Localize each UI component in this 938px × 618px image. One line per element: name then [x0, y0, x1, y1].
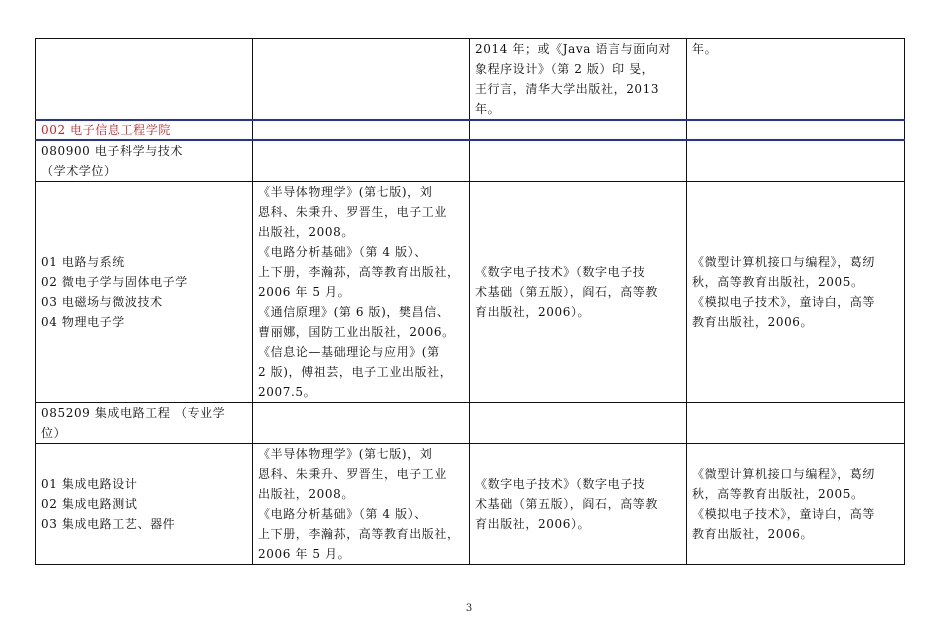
major-name: 080900 电子科学与技术 （学术学位） — [36, 140, 253, 182]
table-cell — [470, 120, 687, 140]
table-cell — [687, 403, 905, 444]
table-cell — [470, 403, 687, 444]
references-3: 《微型计算机接口与编程》，葛纫 秋，高等教育出版社，2005。 《模拟电子技术》，童诗白，高等 教育出版社，2006。 — [687, 444, 905, 565]
table-cell — [687, 120, 905, 140]
table-row — [36, 140, 905, 182]
major-name: 085209 集成电路工程 （专业学 位） — [36, 403, 253, 444]
table-row — [36, 403, 905, 444]
references-1: 《半导体物理学》(第七版)，刘 恩科、朱秉升、罗晋生，电子工业 出版社，2008。 《电路分析基础》（第 4 版）、 上下册，李瀚荪，高等教育出版社， 2006 年 5 月。 《通信原理》(第 6 版)，樊昌信、 曹丽娜，国防工业出版社，2006。 《信息论—基础理论与应用》(第 2 版)，傅祖芸，电子工业出版社， 2007.5。 — [253, 182, 470, 403]
references-2: 《数字电子技术》（数字电子技 术基础（第五版），阎石，高等教 育出版社，2006）。 — [470, 444, 687, 565]
references-2: 《数字电子技术》（数字电子技 术基础（第五版），阎石，高等教 育出版社，2006）。 — [470, 182, 687, 403]
table-cell: 年。 — [687, 39, 905, 121]
table-cell — [687, 140, 905, 182]
table-cell — [470, 140, 687, 182]
subject-table — [35, 38, 905, 565]
research-directions: 01 集成电路设计 02 集成电路测试 03 集成电路工艺、器件 — [36, 444, 253, 565]
table-row — [36, 182, 905, 403]
table-row — [36, 39, 905, 121]
table-cell — [36, 39, 253, 121]
table-cell — [253, 403, 470, 444]
references-3: 《微型计算机接口与编程》，葛纫 秋，高等教育出版社，2005。 《模拟电子技术》，童诗白，高等 教育出版社，2006。 — [687, 182, 905, 403]
department-name: 002 电子信息工程学院 — [36, 120, 253, 140]
table-cell — [253, 140, 470, 182]
table-cell — [253, 120, 470, 140]
references-1: 《半导体物理学》(第七版)，刘 恩科、朱秉升、罗晋生，电子工业 出版社，2008。 《电路分析基础》（第 4 版）、 上下册，李瀚荪，高等教育出版社， 2006 年 5 月。 — [253, 444, 470, 565]
research-directions: 01 电路与系统 02 微电子学与固体电子学 03 电磁场与微波技术 04 物理电子学 — [36, 182, 253, 403]
table-cell — [253, 39, 470, 121]
table-row — [36, 444, 905, 565]
department-row — [36, 120, 905, 140]
table-cell: 2014 年；或《Java 语言与面向对 象程序设计》（第 2 版）印 旻， 王行言，清华大学出版社，2013 年。 — [470, 39, 687, 121]
page-number: 3 — [465, 603, 473, 614]
